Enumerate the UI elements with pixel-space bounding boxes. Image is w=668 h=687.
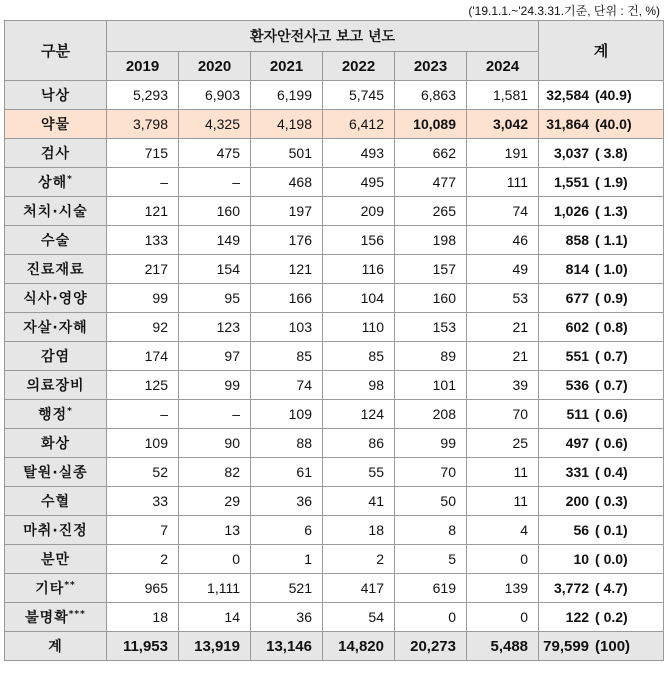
cell-value: 99 (107, 284, 179, 313)
cell-value: 191 (467, 139, 539, 168)
cell-value: 121 (251, 255, 323, 284)
row-total (539, 81, 664, 110)
header-year: 2023 (395, 52, 467, 81)
table-row (5, 574, 664, 603)
row-total (539, 545, 664, 574)
row-category-label: 수술 (40, 233, 71, 249)
header-year: 2019 (107, 52, 179, 81)
cell-value: 88 (251, 429, 323, 458)
row-category (5, 603, 107, 632)
row-category (5, 429, 107, 458)
row-total (539, 632, 664, 661)
row-total-percent: ( 0.0) (595, 551, 628, 567)
cell-value: 133 (107, 226, 179, 255)
row-total-value: 122 (565, 609, 590, 625)
row-total-percent: ( 0.2) (595, 609, 628, 625)
row-total-value: 31,864 (546, 116, 590, 132)
header-category: 구분 (5, 21, 107, 81)
row-category-label: 계 (48, 639, 63, 655)
cell-value: 36 (251, 603, 323, 632)
cell-value: 125 (107, 371, 179, 400)
row-total-value: 511 (566, 406, 590, 422)
row-total-value: 1,026 (553, 203, 590, 219)
cell-value: 110 (323, 313, 395, 342)
table-row (5, 313, 664, 342)
table-row (5, 458, 664, 487)
cell-value: 25 (467, 429, 539, 458)
row-total-value: 677 (565, 290, 590, 306)
row-total-value: 602 (565, 319, 590, 335)
row-category (5, 545, 107, 574)
row-category-label: 의료장비 (26, 378, 85, 394)
cell-value: 495 (323, 168, 395, 197)
cell-value: 13,146 (251, 632, 323, 661)
cell-value: 0 (467, 545, 539, 574)
header-year: 2024 (467, 52, 539, 81)
cell-value: 2 (107, 545, 179, 574)
cell-value: 965 (107, 574, 179, 603)
row-category (5, 313, 107, 342)
cell-value: 104 (323, 284, 395, 313)
cell-value: 33 (107, 487, 179, 516)
table-row (5, 516, 664, 545)
row-category-label: 검사 (40, 146, 71, 162)
row-category-label: 식사·영양 (23, 291, 88, 307)
row-total-percent: ( 0.4) (595, 464, 628, 480)
row-total-percent: (100) (595, 637, 631, 655)
cell-value: 14,820 (323, 632, 395, 661)
cell-value: 6,863 (395, 81, 467, 110)
cell-value: 99 (395, 429, 467, 458)
cell-value: 6,903 (179, 81, 251, 110)
cell-value: 6 (251, 516, 323, 545)
row-total (539, 516, 664, 545)
row-total (539, 371, 664, 400)
cell-value: 98 (323, 371, 395, 400)
cell-value: 160 (395, 284, 467, 313)
cell-value: 89 (395, 342, 467, 371)
table-note: ('19.1.1.~'24.3.31.기준, 단위 : 건, %) (468, 4, 660, 18)
row-total-percent: ( 0.7) (595, 377, 628, 393)
cell-value: 18 (323, 516, 395, 545)
table-row (5, 139, 664, 168)
row-category-label: 상해 (38, 175, 68, 191)
row-total-value: 331 (565, 464, 590, 480)
row-total (539, 458, 664, 487)
cell-value: 39 (467, 371, 539, 400)
row-category (5, 487, 107, 516)
cell-value: 70 (395, 458, 467, 487)
cell-value: 49 (467, 255, 539, 284)
row-category-label: 감염 (40, 349, 71, 365)
cell-value: 10,089 (395, 110, 467, 139)
row-total (539, 110, 664, 139)
table-row (5, 487, 664, 516)
header-year: 2022 (323, 52, 395, 81)
row-total (539, 429, 664, 458)
row-total-percent: (40.0) (595, 116, 632, 132)
row-total (539, 342, 664, 371)
row-total-percent: ( 0.9) (595, 290, 628, 306)
row-category (5, 81, 107, 110)
cell-value: 61 (251, 458, 323, 487)
cell-value: 50 (395, 487, 467, 516)
row-total-percent: ( 1.9) (595, 174, 628, 190)
row-category (5, 371, 107, 400)
cell-value: 97 (179, 342, 251, 371)
cell-value: 55 (323, 458, 395, 487)
row-total (539, 168, 664, 197)
row-total-percent: ( 1.0) (595, 261, 628, 277)
row-total (539, 574, 664, 603)
row-total-percent: ( 1.1) (595, 232, 628, 248)
cell-value: 41 (323, 487, 395, 516)
row-category (5, 284, 107, 313)
row-total (539, 400, 664, 429)
row-total (539, 284, 664, 313)
cell-value: 176 (251, 226, 323, 255)
table-row (5, 545, 664, 574)
row-total-percent: ( 1.3) (595, 203, 628, 219)
row-total-percent: ( 0.3) (595, 493, 628, 509)
row-category (5, 400, 107, 429)
cell-value: 121 (107, 197, 179, 226)
row-total (539, 313, 664, 342)
cell-value: 493 (323, 139, 395, 168)
cell-value: 0 (467, 603, 539, 632)
row-total-value: 56 (573, 522, 590, 538)
cell-value: 109 (251, 400, 323, 429)
cell-value: 85 (251, 342, 323, 371)
cell-value: 46 (467, 226, 539, 255)
cell-value: 116 (323, 255, 395, 284)
cell-value: 74 (251, 371, 323, 400)
table-row (5, 81, 664, 110)
cell-value: 6,199 (251, 81, 323, 110)
cell-value: 477 (395, 168, 467, 197)
row-category (5, 168, 107, 197)
cell-value: 139 (467, 574, 539, 603)
row-category (5, 574, 107, 603)
cell-value: 3,798 (107, 110, 179, 139)
cell-value: 1,111 (179, 574, 251, 603)
cell-value: 123 (179, 313, 251, 342)
cell-value: 6,412 (323, 110, 395, 139)
cell-value: 74 (467, 197, 539, 226)
cell-value: 619 (395, 574, 467, 603)
row-category (5, 342, 107, 371)
row-total-value: 1,551 (553, 174, 590, 190)
cell-value: 54 (323, 603, 395, 632)
table-row (5, 168, 664, 197)
row-total (539, 139, 664, 168)
cell-value: 82 (179, 458, 251, 487)
cell-value: 475 (179, 139, 251, 168)
cell-value: 153 (395, 313, 467, 342)
cell-value: 53 (467, 284, 539, 313)
cell-value: 157 (395, 255, 467, 284)
cell-value: 95 (179, 284, 251, 313)
cell-value: 149 (179, 226, 251, 255)
row-category-label: 기타 (35, 581, 65, 597)
cell-value: – (107, 400, 179, 429)
row-category-label: 수혈 (40, 494, 71, 510)
cell-value: 662 (395, 139, 467, 168)
table-row (5, 400, 664, 429)
row-category-label: 약물 (40, 117, 71, 133)
cell-value: 5,293 (107, 81, 179, 110)
cell-value: 3,042 (467, 110, 539, 139)
row-total-value: 79,599 (543, 637, 590, 655)
cell-value: 1,581 (467, 81, 539, 110)
row-total-percent: ( 0.7) (595, 348, 628, 364)
cell-value: 265 (395, 197, 467, 226)
header-total: 계 (539, 21, 664, 81)
footnote-marker: * (67, 406, 73, 417)
cell-value: 154 (179, 255, 251, 284)
cell-value: – (107, 168, 179, 197)
cell-value: 36 (251, 487, 323, 516)
cell-value: 103 (251, 313, 323, 342)
row-category-label: 낙상 (40, 88, 71, 104)
cell-value: 29 (179, 487, 251, 516)
table-row (5, 226, 664, 255)
cell-value: 156 (323, 226, 395, 255)
cell-value: 209 (323, 197, 395, 226)
row-category (5, 110, 107, 139)
cell-value: 417 (323, 574, 395, 603)
cell-value: 70 (467, 400, 539, 429)
cell-value: 5,745 (323, 81, 395, 110)
cell-value: 124 (323, 400, 395, 429)
row-total-value: 3,772 (553, 580, 590, 596)
cell-value: 99 (179, 371, 251, 400)
header-year: 2021 (251, 52, 323, 81)
row-category (5, 139, 107, 168)
row-total (539, 255, 664, 284)
row-total-percent: ( 0.8) (595, 319, 628, 335)
footnote-marker: *** (68, 609, 86, 620)
cell-value: 14 (179, 603, 251, 632)
cell-value: 4,325 (179, 110, 251, 139)
cell-value: 2 (323, 545, 395, 574)
cell-value: 208 (395, 400, 467, 429)
cell-value: 111 (467, 168, 539, 197)
footnote-marker: ** (64, 580, 76, 591)
table-row (5, 197, 664, 226)
row-total (539, 197, 664, 226)
row-total-percent: ( 0.6) (595, 435, 628, 451)
row-total-percent: ( 0.1) (595, 522, 628, 538)
cell-value: 20,273 (395, 632, 467, 661)
row-category-label: 처치·시술 (23, 204, 88, 220)
cell-value: 21 (467, 342, 539, 371)
cell-value: 90 (179, 429, 251, 458)
cell-value: 21 (467, 313, 539, 342)
cell-value: 11 (467, 487, 539, 516)
row-total-value: 32,584 (546, 87, 590, 103)
row-category-label: 마취·진정 (23, 523, 88, 539)
row-category (5, 632, 107, 661)
cell-value: – (179, 168, 251, 197)
row-category (5, 197, 107, 226)
row-total-value: 200 (565, 493, 590, 509)
header-year-group: 환자안전사고 보고 년도 (107, 21, 539, 52)
cell-value: 468 (251, 168, 323, 197)
table-row (5, 632, 664, 661)
row-category-label: 화상 (40, 436, 71, 452)
row-category (5, 516, 107, 545)
row-total-value: 551 (565, 348, 590, 364)
cell-value: 5,488 (467, 632, 539, 661)
row-category-label: 자살·자해 (23, 320, 88, 336)
cell-value: 217 (107, 255, 179, 284)
cell-value: 501 (251, 139, 323, 168)
cell-value: 0 (179, 545, 251, 574)
row-category-label: 분만 (40, 552, 71, 568)
row-total-value: 10 (573, 551, 590, 567)
patient-safety-incident-table (4, 20, 664, 661)
row-total-percent: ( 0.6) (595, 406, 628, 422)
cell-value: 5 (395, 545, 467, 574)
row-category (5, 226, 107, 255)
cell-value: 13,919 (179, 632, 251, 661)
cell-value: 101 (395, 371, 467, 400)
cell-value: 174 (107, 342, 179, 371)
row-total-value: 3,037 (553, 145, 590, 161)
cell-value: 4 (467, 516, 539, 545)
table-row (5, 371, 664, 400)
table-row (5, 255, 664, 284)
cell-value: 166 (251, 284, 323, 313)
row-total-percent: (40.9) (595, 87, 632, 103)
row-total-value: 858 (565, 232, 590, 248)
row-total (539, 603, 664, 632)
cell-value: 8 (395, 516, 467, 545)
row-total-percent: ( 3.8) (595, 145, 628, 161)
cell-value: 198 (395, 226, 467, 255)
row-category-label: 행정 (38, 407, 68, 423)
table-row (5, 429, 664, 458)
row-total-value: 814 (565, 261, 590, 277)
cell-value: 52 (107, 458, 179, 487)
row-total (539, 487, 664, 516)
header-year: 2020 (179, 52, 251, 81)
row-total-value: 536 (565, 377, 590, 393)
table-row (5, 603, 664, 632)
row-category-label: 불명확 (25, 610, 69, 626)
cell-value: – (179, 400, 251, 429)
cell-value: 13 (179, 516, 251, 545)
cell-value: 11,953 (107, 632, 179, 661)
footnote-marker: * (67, 174, 73, 185)
cell-value: 92 (107, 313, 179, 342)
table-row (5, 110, 664, 139)
cell-value: 160 (179, 197, 251, 226)
row-total (539, 226, 664, 255)
cell-value: 4,198 (251, 110, 323, 139)
cell-value: 715 (107, 139, 179, 168)
row-category-label: 진료재료 (26, 262, 85, 278)
row-category (5, 458, 107, 487)
row-total-value: 497 (565, 435, 590, 451)
cell-value: 521 (251, 574, 323, 603)
row-category (5, 255, 107, 284)
cell-value: 197 (251, 197, 323, 226)
cell-value: 1 (251, 545, 323, 574)
table-row (5, 342, 664, 371)
cell-value: 18 (107, 603, 179, 632)
cell-value: 109 (107, 429, 179, 458)
table-row (5, 284, 664, 313)
cell-value: 11 (467, 458, 539, 487)
cell-value: 0 (395, 603, 467, 632)
cell-value: 86 (323, 429, 395, 458)
row-total-percent: ( 4.7) (595, 580, 628, 596)
cell-value: 85 (323, 342, 395, 371)
row-category-label: 탈원·실종 (23, 465, 88, 481)
cell-value: 7 (107, 516, 179, 545)
